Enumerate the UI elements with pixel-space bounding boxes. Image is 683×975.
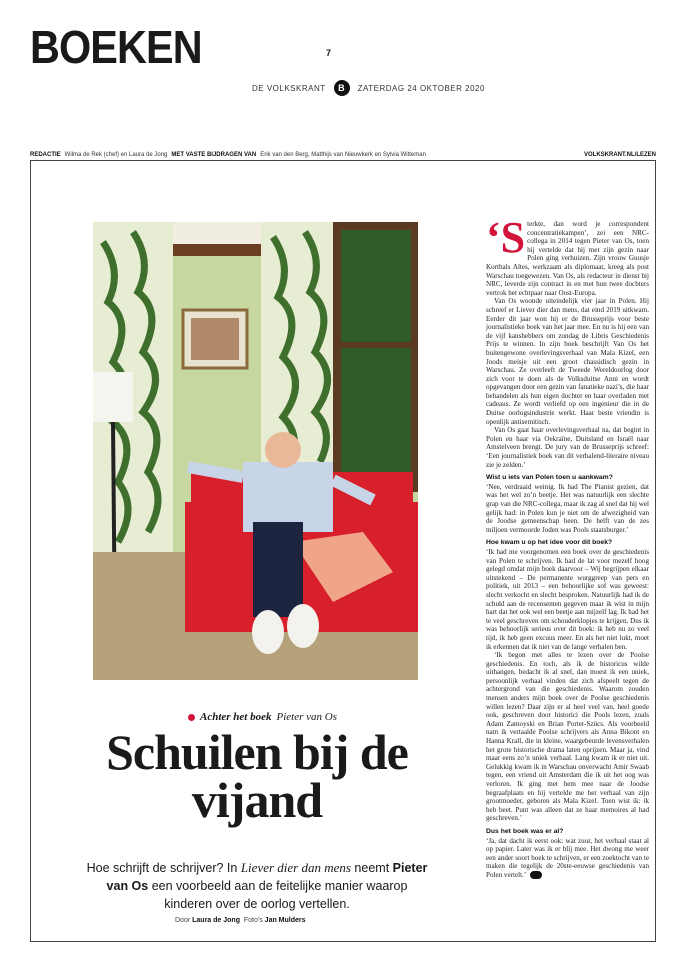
question-1: Wist u iets van Polen toen u aankwam?	[486, 474, 613, 482]
photographer: Jan Mulders	[264, 917, 306, 924]
lead-part-3: een voorbeeld aan de feitelijke manier waarop kinderen over de oorlog vertellen.	[148, 879, 408, 911]
article-body	[486, 213, 649, 880]
section-title: BOEKEN	[30, 21, 202, 73]
lead-part-2: neemt	[350, 861, 393, 875]
lead-book-title: Liever dier dan mens	[240, 860, 351, 875]
body-paragraph-1	[486, 213, 649, 297]
editors-names: Wilma de Rek (chef) en Laura de Jong	[64, 152, 168, 158]
body-paragraph-3: Van Os gaat haar overlevingsverhaal na, dat begint in Polen en haar via Oekraïne, Duitsland en Israël naar Amstelveen brengt. De jury van de Brusseprijs schreef: ‘Een journalistiek boek van dit verhalend-literaire niveau zie je zelden.’	[486, 426, 649, 469]
question-2: Hoe kwam u op het idee voor dit boek?	[486, 539, 613, 547]
article-kicker	[188, 711, 337, 723]
contributors-label: MET VASTE BIJDRAGEN VAN	[171, 152, 257, 158]
answer-2b: ‘Ik begon met alles te lezen over de Poolse geschiedenis. En toch, als ik de historicus wilde uithangen, bedacht ik al snel, dan moest ik een uniek, persoonlijk verhaal vinden dat zich afspeelt tegen de achtergrond van die geschiedenis. Waarom zouden mensen anders mijn boek over de Poolse geschiedenis willen lezen? Daar zijn er al heel veel van, heel goede ook, geschreven door historici die Pools lezen, zoals Adam Zamoyski en Brian Porter-Szücs. Als voorbeeld nam ik vertaalde Poolse schrijvers als Anna Bikont en Hanna Krall, die in kleine, waargebeurde levensverhalen het grote historische drama laten oprijzen. Maar ja, vind maar eens zo’n uniek verhaal. Lang kwam ik er niet uit. Gelukkig kwam ik in Warschau onverwacht Amir Swaab tegen, een vriend uit Amsterdam die ik uit het oog was verloren. Ik ging met hem mee naar de Joodse begraafplaats en hij vertelde me het verhaal van zijn grootmoeder, geboren als Mala Kizel. Toen wist ik: ik heb beet. Punt was alleen dat ze haar memoires al had geschreven.’	[486, 651, 649, 823]
kicker-label: Achter het boek	[200, 711, 272, 723]
newspaper-name: DE VOLKSKRANT	[252, 83, 326, 93]
answer-3	[486, 837, 649, 880]
section-url[interactable]: VOLKSKRANT.NL/LEZEN	[584, 152, 656, 158]
author-photo-credit	[175, 917, 306, 924]
kicker-person: Pieter van Os	[276, 711, 337, 723]
photo-label: Foto's	[243, 917, 263, 924]
headline: Schuilen bij de vijand	[106, 724, 408, 828]
section-badge: B	[334, 80, 350, 96]
byline-label: Door	[175, 917, 191, 924]
byline-author: Laura de Jong	[192, 917, 240, 924]
answer-2: ‘Ik had me voorgenomen een boek over de geschiedenis van Polen te schrijven. Ik had de lat voor mezelf hoog gelegd omdat mijn boek daarvoor – Wij begrijpen elkaar uitstekend – De permanente wurggreep van pers en politiek, uit 2013 – een behoorlijke sof was geweest: slecht verkocht en slecht besproken. Natuurlijk had ik de schuld aan de recensenten gegeven maar ik wist in mijn hart dat het ook wel een beetje aan mijzelf lag. Ik had het te veel geschreven om schouderklopjes te krijgen. Dus ik was behoorlijk serieus over dit boek: ik heb nu zo veel tijd, ik heb geen excuus meer. En als het niet lukt, moet ik erkennen dat ik niet van de lange verhalen ben.	[486, 547, 649, 651]
end-mark-icon	[530, 871, 542, 879]
masthead	[252, 80, 485, 96]
lead-author: Pieter van Os	[106, 861, 428, 893]
portrait-illustration	[93, 222, 418, 680]
answer-3-text: ‘Ja, dat dacht ik eerst ook: wat zuur, het verhaal staat al op papier. Later was ik er blij mee. Het dwong me weer een ander soort boek te schrijven, er een zoektocht van te maken die tegelijk de 20ste-eeuwse geschiedenis van Polen vertelt.’	[486, 836, 649, 879]
dropcap: ‘S	[486, 213, 526, 262]
issue-date: ZATERDAG 24 OKTOBER 2020	[357, 83, 485, 93]
answer-1: ‘Nee, verdraaid weinig. Ik had The Pianist gezien, dat was het wel zo’n beetje. Het was natuurlijk een slechte grap van die NRC-collega, maar ik zag al snel dat hij wel gelijk had: in Polen kun je niet om de afwezigheid van de Joodse gemeenschap heen. De helft van de zes miljoen vermoorde Joden was Pools staatsburger.’	[486, 482, 649, 534]
editors-label: REDACTIE	[30, 152, 61, 158]
lead-part-1: Hoe schrijft de schrijver? In	[86, 861, 241, 875]
body-paragraph-2: Van Os woonde uiteindelijk vier jaar in Polen. Hij schreef er Liever dier dan mens, dat eind 2019 uitkwam. Eerder dit jaar won hij er de Brusseprijs voor beste journalistieke boek van het jaar mee. En nu is hij een van de vijf kanshebbers om zondag de Libris Geschiedenis Prijs te winnen. In zijn boek beschrijft Van Os het buitengewone overlevingsverhaal van Mala Kizel, een Joods meisje uit een groot chassidisch gezin in Warschau. Ze overleeft de Tweede Wereldoorlog door zich voor te doen als de Volksduitse Anni en wordt opgevangen door een gezin van fanatieke nazi’s, die haar behandelen als hun eigen dochter en haar overladen met cadeaus. Ze wordt verliefd op een ingenieur die in de Duitse oorlogsindustrie werkt. Haar beste vriendin is openlijk antisemitisch.	[486, 297, 649, 426]
body-text-1: terkte, dan word je correspondent concentratiekampen’, zei een NRC-collega in 2014 tegen Pieter van Os, toen hij vertelde dat hij met zijn gezin naar Polen ging verhuizen. Zijn vrouw Guusje Korthals Altes, werkzaam als diplomaat, kreeg als post Warschau toegewezen. Van Os, als redacteur in dienst bij NRC, leverde zijn contract in en met hun twee dochters vertrok het echtpaar naar Oost-Europa.	[486, 220, 649, 297]
page-number: 7	[326, 48, 332, 58]
lead-paragraph	[84, 859, 430, 913]
contributors-names: Erik van den Berg, Matthijs van Nieuwkerk en Sylvia Witteman	[260, 152, 426, 158]
kicker-dot-icon	[188, 714, 195, 721]
author-portrait-photo	[93, 222, 418, 680]
question-3: Dus het boek was er al?	[486, 827, 564, 835]
staff-credits	[30, 152, 656, 158]
